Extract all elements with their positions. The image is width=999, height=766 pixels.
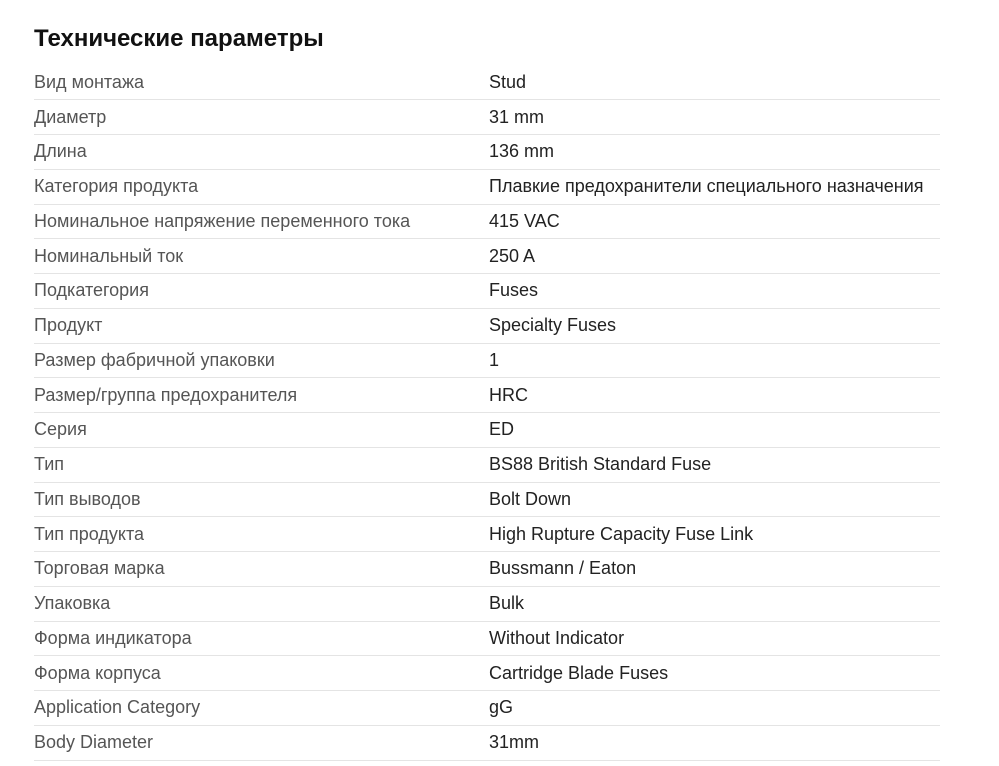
spec-value: 415 VAC xyxy=(489,204,940,239)
spec-value: gG xyxy=(489,691,940,726)
spec-name: Длина xyxy=(34,135,489,170)
spec-name: Тип выводов xyxy=(34,482,489,517)
spec-row xyxy=(34,65,940,100)
specs-table-body xyxy=(34,65,940,760)
spec-row xyxy=(34,482,940,517)
spec-name: Номинальное напряжение переменного тока xyxy=(34,204,489,239)
spec-row xyxy=(34,239,940,274)
spec-name: Вид монтажа xyxy=(34,65,489,100)
spec-value: 31mm xyxy=(489,725,940,760)
spec-name: Размер фабричной упаковки xyxy=(34,343,489,378)
spec-value: Without Indicator xyxy=(489,621,940,656)
spec-row xyxy=(34,308,940,343)
spec-name: Упаковка xyxy=(34,586,489,621)
spec-value: Fuses xyxy=(489,274,940,309)
spec-name: Размер/группа предохранителя xyxy=(34,378,489,413)
spec-value: 136 mm xyxy=(489,135,940,170)
spec-row xyxy=(34,413,940,448)
spec-row xyxy=(34,169,940,204)
spec-name: Номинальный ток xyxy=(34,239,489,274)
spec-name: Тип xyxy=(34,447,489,482)
spec-value: ED xyxy=(489,413,940,448)
spec-row xyxy=(34,447,940,482)
spec-value: Specialty Fuses xyxy=(489,308,940,343)
spec-value: Bulk xyxy=(489,586,940,621)
spec-value: 250 A xyxy=(489,239,940,274)
spec-name: Торговая марка xyxy=(34,552,489,587)
spec-value: Stud xyxy=(489,65,940,100)
spec-value: BS88 British Standard Fuse xyxy=(489,447,940,482)
spec-row xyxy=(34,621,940,656)
spec-name: Категория продукта xyxy=(34,169,489,204)
spec-row xyxy=(34,586,940,621)
section-title: Технические параметры xyxy=(34,25,324,52)
spec-name: Body Diameter xyxy=(34,725,489,760)
spec-value: 1 xyxy=(489,343,940,378)
spec-value: HRC xyxy=(489,378,940,413)
spec-value: 31 mm xyxy=(489,100,940,135)
spec-name: Тип продукта xyxy=(34,517,489,552)
spec-row xyxy=(34,100,940,135)
spec-name: Форма индикатора xyxy=(34,621,489,656)
spec-name: Диаметр xyxy=(34,100,489,135)
spec-row xyxy=(34,552,940,587)
spec-row xyxy=(34,274,940,309)
spec-name: Продукт xyxy=(34,308,489,343)
spec-row xyxy=(34,517,940,552)
spec-name: Серия xyxy=(34,413,489,448)
spec-row xyxy=(34,204,940,239)
spec-value: High Rupture Capacity Fuse Link xyxy=(489,517,940,552)
spec-row xyxy=(34,378,940,413)
spec-name: Application Category xyxy=(34,691,489,726)
spec-row xyxy=(34,343,940,378)
spec-value: Cartridge Blade Fuses xyxy=(489,656,940,691)
specs-table xyxy=(34,65,940,761)
spec-row xyxy=(34,656,940,691)
spec-row xyxy=(34,725,940,760)
spec-row xyxy=(34,135,940,170)
spec-row xyxy=(34,691,940,726)
spec-name: Подкатегория xyxy=(34,274,489,309)
spec-value: Bolt Down xyxy=(489,482,940,517)
spec-value: Плавкие предохранители специального назначения xyxy=(489,169,940,204)
spec-value: Bussmann / Eaton xyxy=(489,552,940,587)
spec-name: Форма корпуса xyxy=(34,656,489,691)
